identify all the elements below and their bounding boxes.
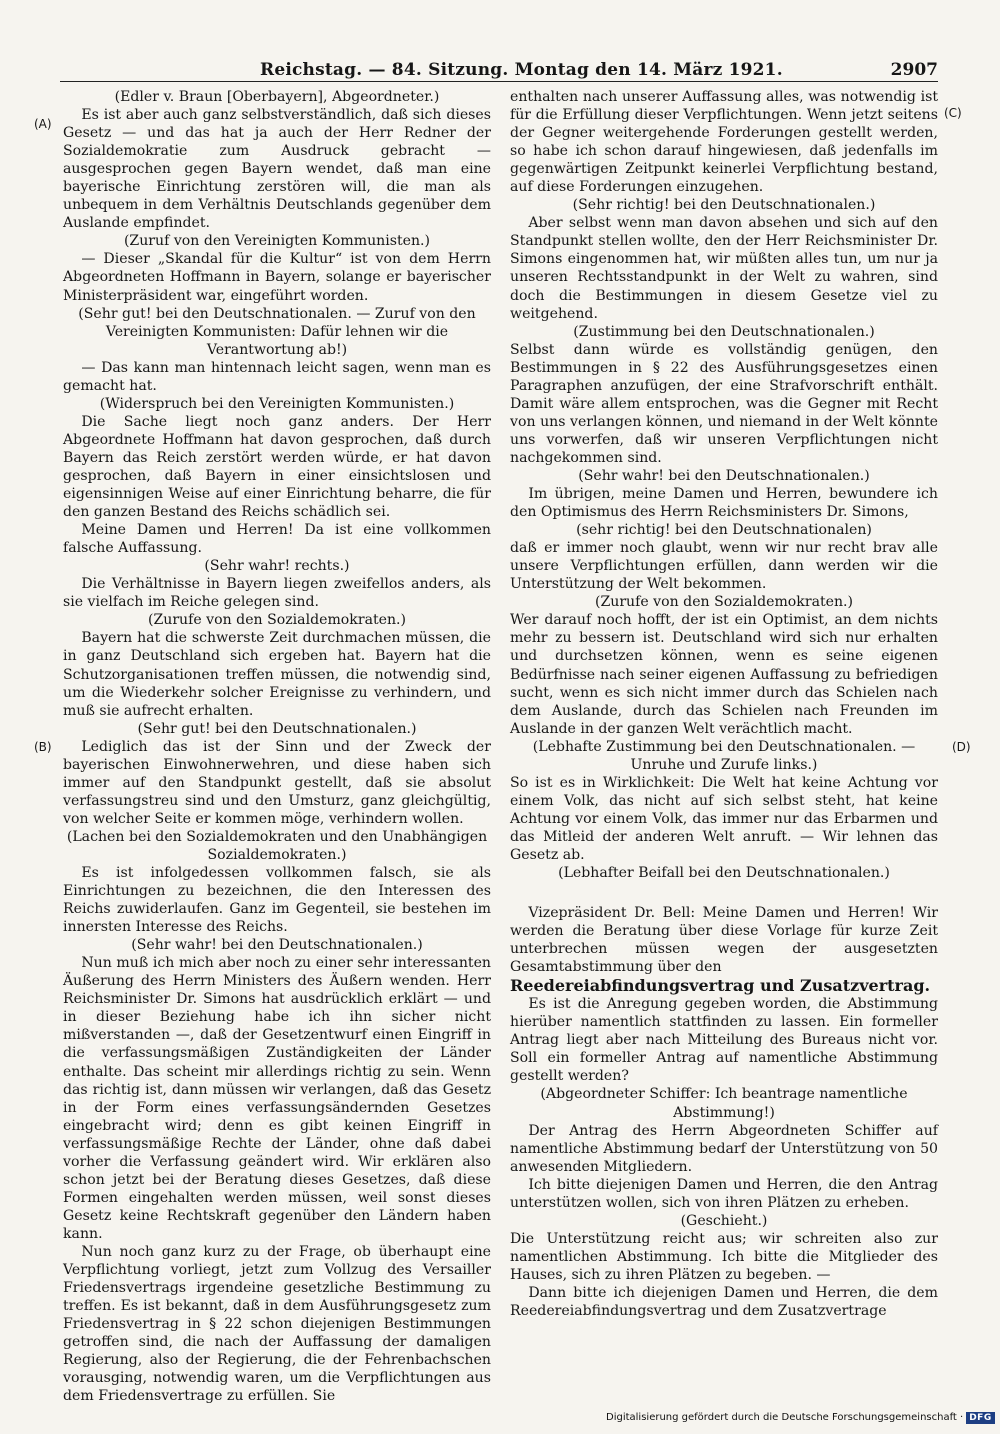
margin-mark-b: (B) xyxy=(34,740,52,754)
margin-mark-d: (D) xyxy=(952,740,971,754)
interjection: (sehr richtig! bei den Deutschnationalen) xyxy=(576,522,872,539)
paragraph: Es ist die Anregung gegeben worden, die Abstimmung hierüber namentlich stattfinden zu lassen. Ein formeller Antrag liegt aber nach Mitteilung des Bureaus nicht vor. Soll ein formeller Antrag auf namentliche Abstimmung gestellt werden? xyxy=(510,996,938,1085)
paragraph: Nun noch ganz kurz zu der Frage, ob überhaupt eine Verpflichtung vorliegt, jetzt zum Vollzug des Versailler Friedensvertrags irgendeine gesetzliche Bestimmung zu treffen. Es ist bekannt, daß in dem Ausführungsgesetz zum Friedensvertrag in § 22 schon diejenigen Bestimmungen getroffen sind, die nach der Auffassung der damaligen Regierung, also der Regierung, die der Fehrenbachschen vorausging, notwendig waren, um die Verpflichtungen aus dem Friedensvertrage zu erfüllen. Sie xyxy=(63,1244,491,1405)
interjection: (Widerspruch bei den Vereinigten Kommunisten.) xyxy=(99,395,455,412)
section-gap xyxy=(510,882,938,904)
interjection: (Sehr wahr! rechts.) xyxy=(204,558,350,575)
left-column xyxy=(63,88,491,1405)
paragraph: Bayern hat die schwerste Zeit durchmachen müssen, die in ganz Deutschland sich ergeben hat. Bayern hat die Schutzorganisationen treffen müssen, die notwendig sind, um die Wiederkehr solcher Ereignisse zu verhindern, und muß sie aufrecht erhalten. xyxy=(63,630,491,719)
interjection: (Abgeordneter Schiffer: Ich beantrage namentliche Abstimmung!) xyxy=(540,1086,908,1121)
header-rule xyxy=(60,81,938,82)
interjection: (Lebhafter Beifall bei den Deutschnationalen.) xyxy=(558,865,890,882)
page-number: 2907 xyxy=(890,60,938,80)
interjection: (Zuruf von den Vereinigten Kommunisten.) xyxy=(123,233,431,250)
paragraph: Dann bitte ich diejenigen Damen und Herren, die dem Reedereiabfindungsvertrag und dem Zusatzvertrage xyxy=(510,1285,938,1320)
interjection: (Sehr gut! bei den Deutschnationalen.) xyxy=(137,720,417,737)
paragraph: — Dieser „Skandal für die Kultur“ ist von dem Herrn Abgeordneten Hoffmann in Bayern, solange er bayerischer Ministerpräsident war, eingeführt worden. xyxy=(63,251,491,304)
interjection: (Sehr richtig! bei den Deutschnationalen.) xyxy=(572,197,876,214)
margin-mark-a: (A) xyxy=(34,117,52,131)
paragraph: — Das kann man hintennach leicht sagen, wenn man es gemacht hat. xyxy=(63,359,491,394)
right-column xyxy=(510,88,938,1320)
paragraph: enthalten nach unserer Auffassung alles, was notwendig ist für die Erfüllung dieser Verpflichtungen. Wenn jetzt seitens der Gegner weitergehende Forderungen gestellt werden, so habe ich schon darauf hingewiesen, daß jedenfalls im gegenwärtigen Zeitpunkt keinerlei Verpflichtung bestand, auf diese Forderungen einzugehen. xyxy=(510,89,938,196)
interjection: (Zustimmung bei den Deutschnationalen.) xyxy=(573,323,875,340)
paragraph: Der Antrag des Herrn Abgeordneten Schiffer auf namentliche Abstimmung bedarf der Unterstützung von 50 anwesenden Mitgliedern. xyxy=(510,1122,938,1175)
paragraph: Die Verhältnisse in Bayern liegen zweifellos anders, als sie vielfach im Reiche gelegen sind. xyxy=(63,576,491,611)
footer-credit xyxy=(606,1412,995,1424)
interjection: (Sehr wahr! bei den Deutschnationalen.) xyxy=(578,467,870,484)
interjection: (Sehr gut! bei den Deutschnationalen. — Zuruf von den Vereinigten Kommunisten: Dafür lehnen wir die Verantwortung ab!) xyxy=(78,305,476,358)
paragraph: Wer darauf noch hofft, der ist ein Optimist, an dem nichts mehr zu bessern ist. Deutschland wird sich nur erhalten und durchsetzen können, wenn es seine eigenen Bedürfnisse nach seiner eigenen Auffassung zu befriedigen sucht, wenn es sich nicht immer durch das Schielen nach dem Auslande, durch das Schielen nach Freunden im Auslande in der ganzen Welt verächtlich macht. xyxy=(510,612,938,737)
interjection: (Lachen bei den Sozialdemokraten und den Unabhängigen Sozialdemokraten.) xyxy=(66,828,488,863)
paragraph: Ich bitte diejenigen Damen und Herren, die den Antrag unterstützen wollen, sich von ihren Plätzen zu erheben. xyxy=(510,1176,938,1211)
paragraph: So ist es in Wirklichkeit: Die Welt hat keine Achtung vor einem Volk, das nicht auf sich selbst steht, hat keine Achtung vor einem Volk, das immer nur das Erbarmen und das Mitleid der anderen Welt anruft. — Wir lehnen das Gesetz ab. xyxy=(510,774,938,863)
margin-mark-c: (C) xyxy=(944,106,962,120)
paragraph: Die Sache liegt noch ganz anders. Der Herr Abgeordnete Hoffmann hat davon gesprochen, daß durch Bayern das Reich zerstört werden würde, er hat davon gesprochen, daß Bayern in einer einsichtslosen und eigensinnigen Weise auf einer Einrichtung beharre, die für den ganzen Bestand des Reichs schädlich sei. xyxy=(63,413,491,521)
footer-text: Digitalisierung gefördert durch die Deutsche Forschungsgemeinschaft · xyxy=(606,1412,964,1423)
paragraph: Aber selbst wenn man davon absehen und sich auf den Standpunkt stellen wollte, den der Herr Reichsminister Dr. Simons eingenommen hat, wir müßten alles tun, um nur ja unseren Rechtsstandpunkt in der Welt zu wahren, sind doch die Bestimmungen in diesem Gesetze viel zu weitgehend. xyxy=(510,215,938,322)
paragraph: daß er immer noch glaubt, wenn wir nur recht brav alle unsere Verpflichtungen erfüllen, dann werden wir die Unterstützung der Welt bekommen. xyxy=(510,540,938,593)
interjection: (Sehr wahr! bei den Deutschnationalen.) xyxy=(131,937,423,954)
paragraph: Im übrigen, meine Damen und Herren, bewundere ich den Optimismus des Herrn Reichsministers Dr. Simons, xyxy=(510,486,938,521)
interjection: (Zurufe von den Sozialdemokraten.) xyxy=(594,594,854,611)
interjection: (Lebhafte Zustimmung bei den Deutschnationalen. — Unruhe und Zurufe links.) xyxy=(532,738,916,773)
speaker-line: (Edler v. Braun [Oberbayern], Abgeordneter.) xyxy=(114,89,440,105)
paragraph: Lediglich das ist der Sinn und der Zweck der bayerischen Einwohnerwehren, und diese haben sich immer auf den Standpunkt gestellt, daß sie absolut verfassungstreu sind und den Umsturz, ganz gleichgültig, von welcher Seite er kommen möge, verhindern wollen. xyxy=(63,738,491,827)
running-title: Reichstag. — 84. Sitzung. Montag den 14. März 1921. xyxy=(260,60,783,80)
paragraph: Selbst dann würde es vollständig genügen, den Bestimmungen in § 22 des Ausführungsgesetzes einen Paragraphen anzufügen, der eine Strafvorschrift enthält. Damit wäre allem entsprochen, was die Gegner mit Recht von uns verlangen können, und niemand in der Welt könnte uns vorwerfen, daß wir unseren Verpflichtungen nicht nachgekommen sind. xyxy=(510,341,938,466)
paragraph: Vizepräsident Dr. Bell: Meine Damen und Herren! Wir werden die Beratung über diese Vorlage für kurze Zeit unterbrechen müssen wegen der ausgesetzten Gesamtabstimmung über den xyxy=(510,905,938,976)
interjection: (Zurufe von den Sozialdemokraten.) xyxy=(147,612,407,629)
paragraph: Es ist infolgedessen vollkommen falsch, sie als Einrichtungen zu bezeichnen, die den Interessen des Reichs zuwiderlaufen. Ganz im Gegenteil, sie bestehen im innersten Interesse des Reichs. xyxy=(63,865,491,936)
paragraph: Es ist aber auch ganz selbstverständlich, daß sich dieses Gesetz — und das hat ja auch der Herr Redner der Sozialdemokratie zum Ausdruck gebracht — ausgesprochen gegen Bayern wendet, daß man eine bayerische Einrichtung zerstören will, die man als unbequem in dem Verhältnis Deutschlands gegenüber dem Auslande empfindet. xyxy=(63,107,491,232)
interjection: (Geschieht.) xyxy=(680,1212,768,1229)
paragraph: Die Unterstützung reicht aus; wir schreiten also zur namentlichen Abstimmung. Ich bitte die Mitglieder des Hauses, sich zu ihren Plätzen zu begeben. — xyxy=(510,1230,938,1283)
dfg-logo: DFG xyxy=(966,1412,995,1424)
running-header xyxy=(60,54,938,84)
paragraph: Nun muß ich mich aber noch zu einer sehr interessanten Äußerung des Herrn Ministers des Äußern wenden. Herr Reichsminister Dr. Simons hat ausdrücklich erklärt — und in dieser Beziehung habe ich ihn sicher nicht mißverstanden —, daß der Gesetzentwurf einen Eingriff in die verfassungsmäßigen Zuständigkeiten der Länder enthalte. Das scheint mir allerdings richtig zu sein. Wenn das richtig ist, dann müssen wir verlangen, daß das Gesetz in der Form eines verfassungsändernden Gesetzes eingebracht wird; denn es gibt keinen Eingriff in verfassungsmäßige Rechte der Länder, ohne daß dabei vorher die Verfassung geändert wird. Wir erklären also schon jetzt bei der Beratung dieses Gesetzes, daß diese Formen eingehalten werden müssen, weil sonst dieses Gesetz keine Rechtskraft gegenüber den Ländern haben kann. xyxy=(63,955,491,1242)
agenda-heading: Reedereiabfindungsvertrag und Zusatzvertrag. xyxy=(510,976,931,996)
paragraph: Meine Damen und Herren! Da ist eine vollkommen falsche Auffassung. xyxy=(63,522,491,557)
